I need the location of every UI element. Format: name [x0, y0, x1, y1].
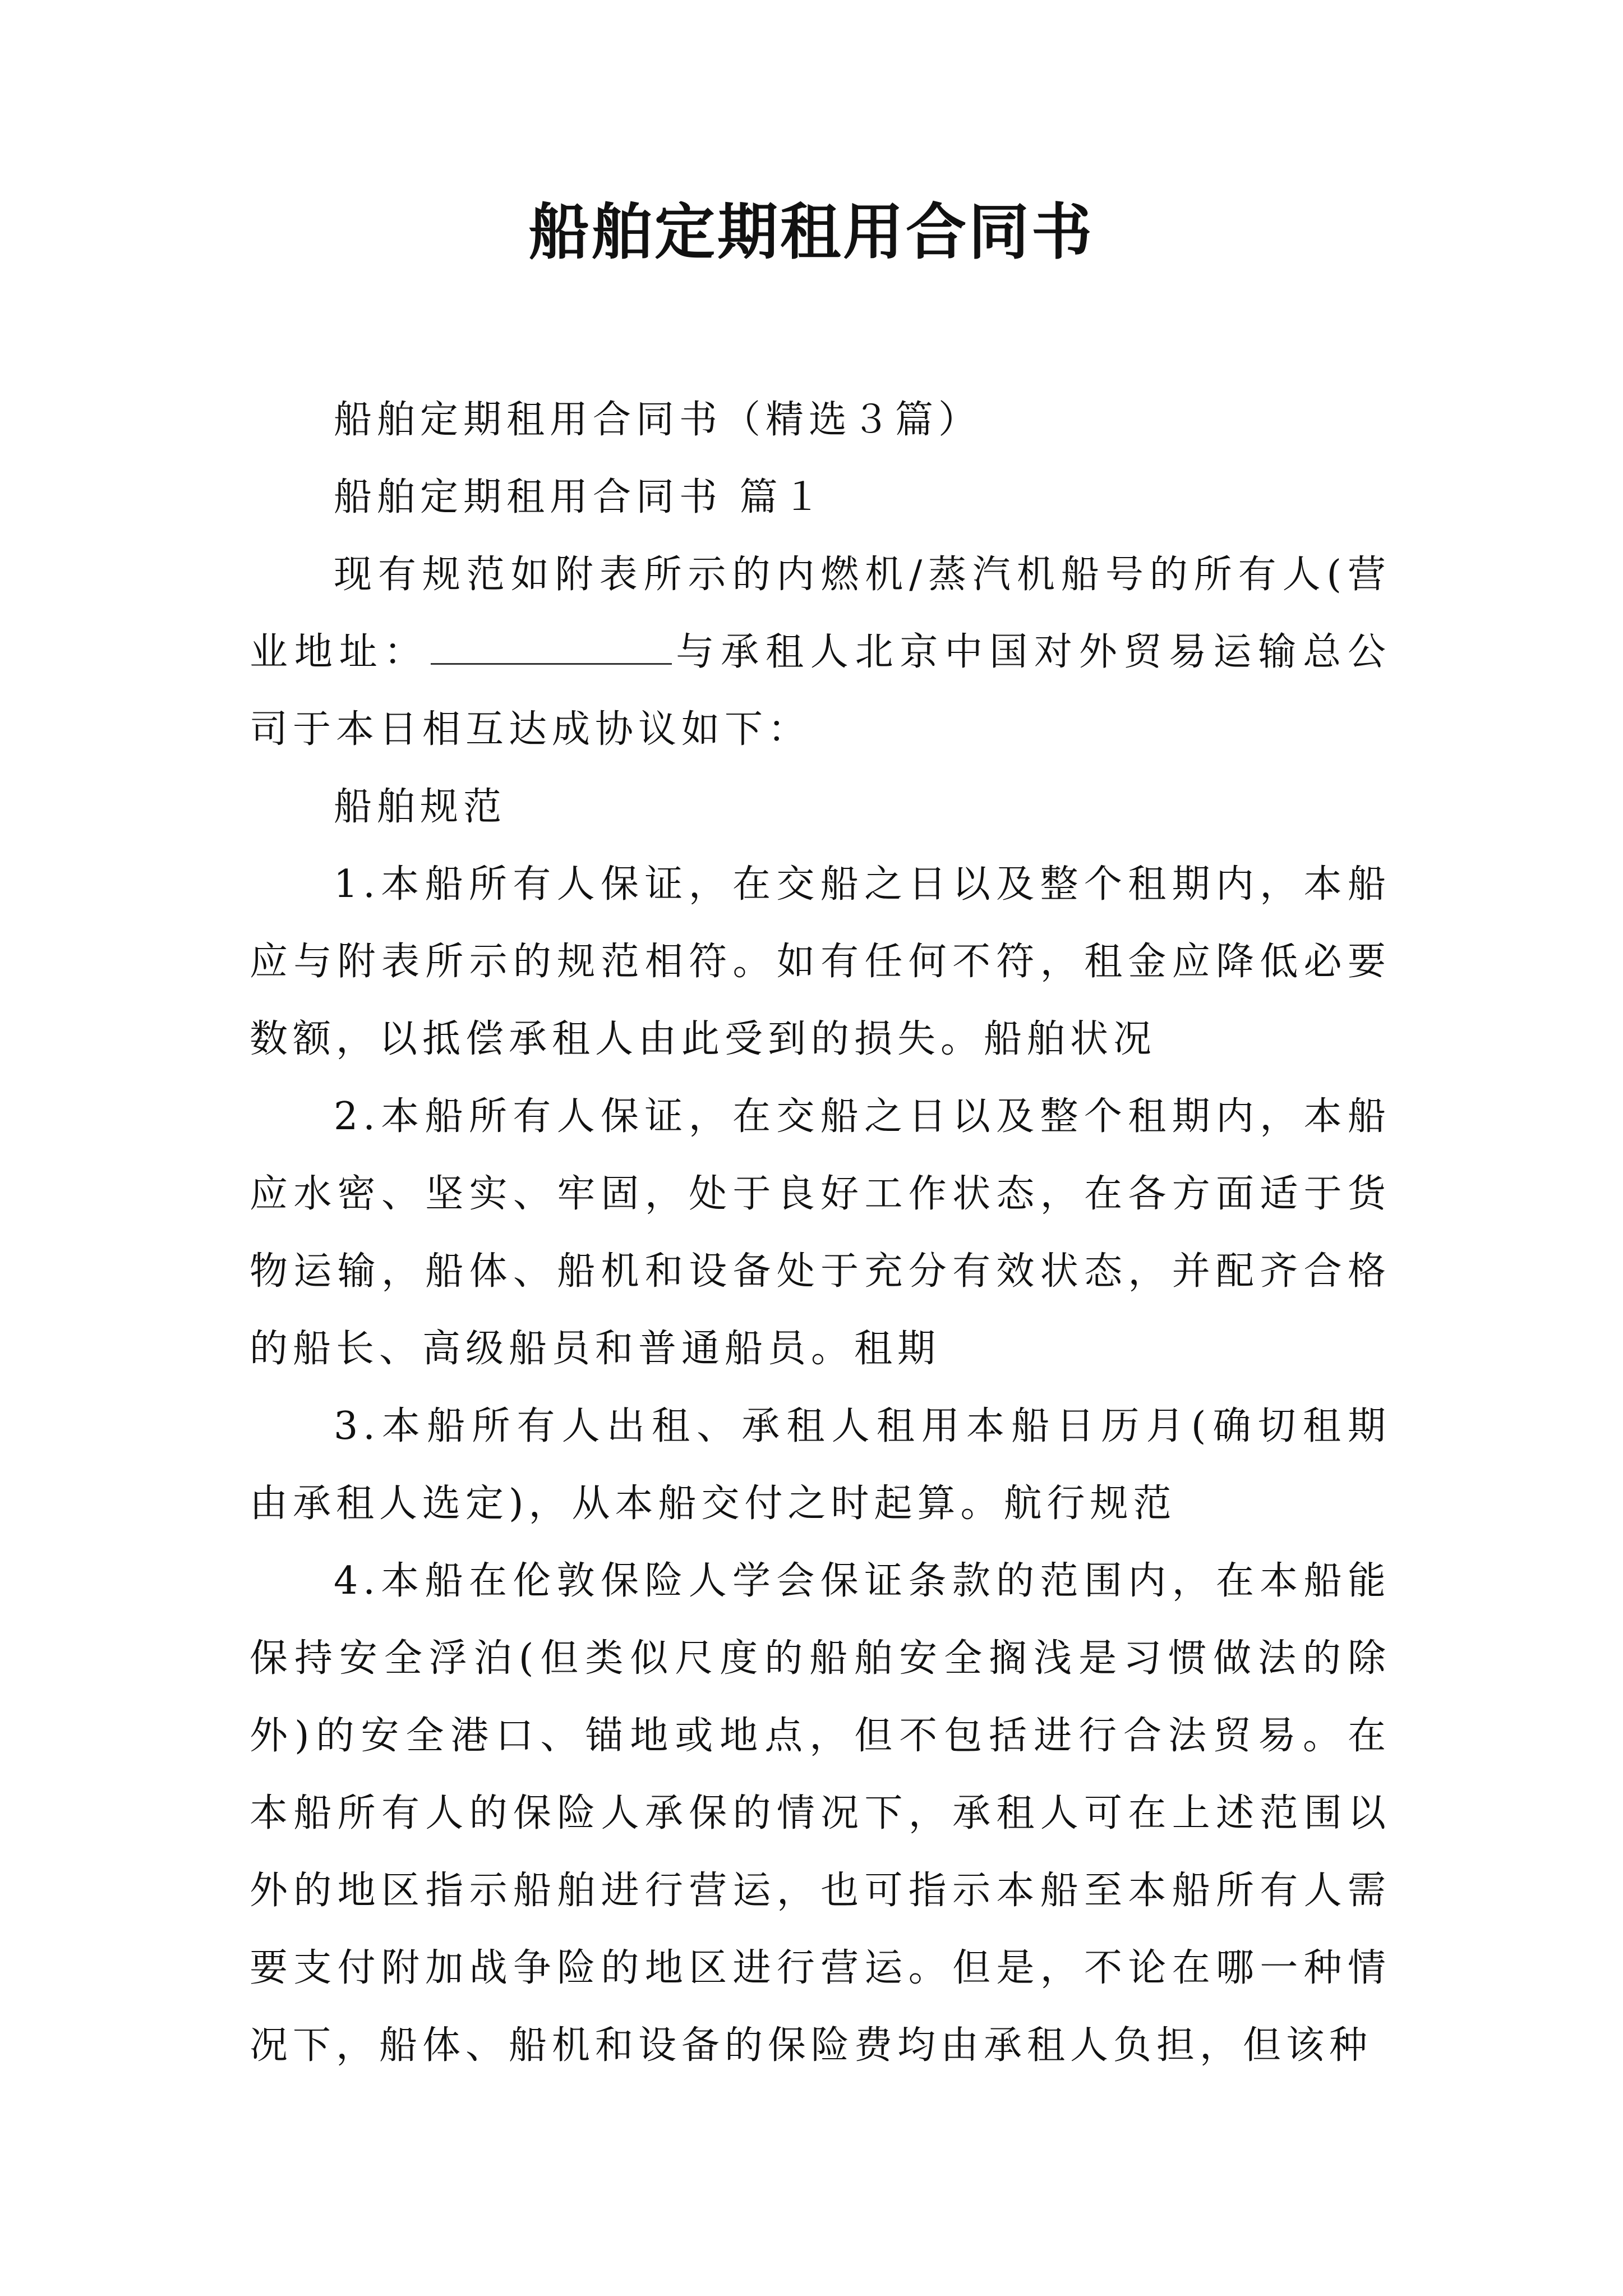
subtitle: 船舶定期租用合同书（精选３篇）	[334, 398, 982, 442]
heading-ship-spec: 船舶规范	[334, 785, 507, 829]
section-heading: 船舶定期租用合同书 篇１	[334, 475, 826, 519]
clause-2: 2.本船所有人保证，在交船之日以及整个租期内，本船应水密、坚实、牢固，处于良好工作状态，在各方面适于货物运输，船体、船机和设备处于充分有效状态，并配齐合格的船长、高级船员和普通船员。租期	[250, 1094, 1391, 1371]
clause-3: 3.本船所有人出租、承租人租用本船日历月(确切租期由承租人选定)，从本船交付之时起算。航行规范	[250, 1404, 1391, 1526]
clause-1: 1.本船所有人保证，在交船之日以及整个租期内，本船应与附表所示的规范相符。如有任何不符，租金应降低必要数额，以抵偿承租人由此受到的损失。船舶状况	[250, 862, 1391, 1061]
intro-paragraph	[250, 536, 1391, 769]
document-body	[250, 381, 1391, 2085]
address-blank-line	[431, 629, 672, 665]
clause-4: 4.本船在伦敦保险人学会保证条款的范围内，在本船能保持安全浮泊(但类似尺度的船舶安全搁浅是习惯做法的除外)的安全港口、锚地或地点，但不包括进行合法贸易。在本船所有人的保险人承保的情况下，承租人可在上述范围以外的地区指示船舶进行营运，也可指示本船至本船所有人需要支付附加战争险的地区进行营运。但是，不论在哪一种情况下，船体、船机和设备的保险费均由承租人负担，但该种	[250, 1559, 1391, 2068]
page-title: 船舶定期租用合同书	[528, 197, 1094, 268]
intro-text-part2: 与承租人北京中国对外贸易运输总公司于本日相互达成协议如下：	[250, 630, 1391, 752]
intro-text-part1: 现有规范如附表所示的内燃机/蒸汽机船号的所有人(营业地址：	[250, 553, 1391, 674]
